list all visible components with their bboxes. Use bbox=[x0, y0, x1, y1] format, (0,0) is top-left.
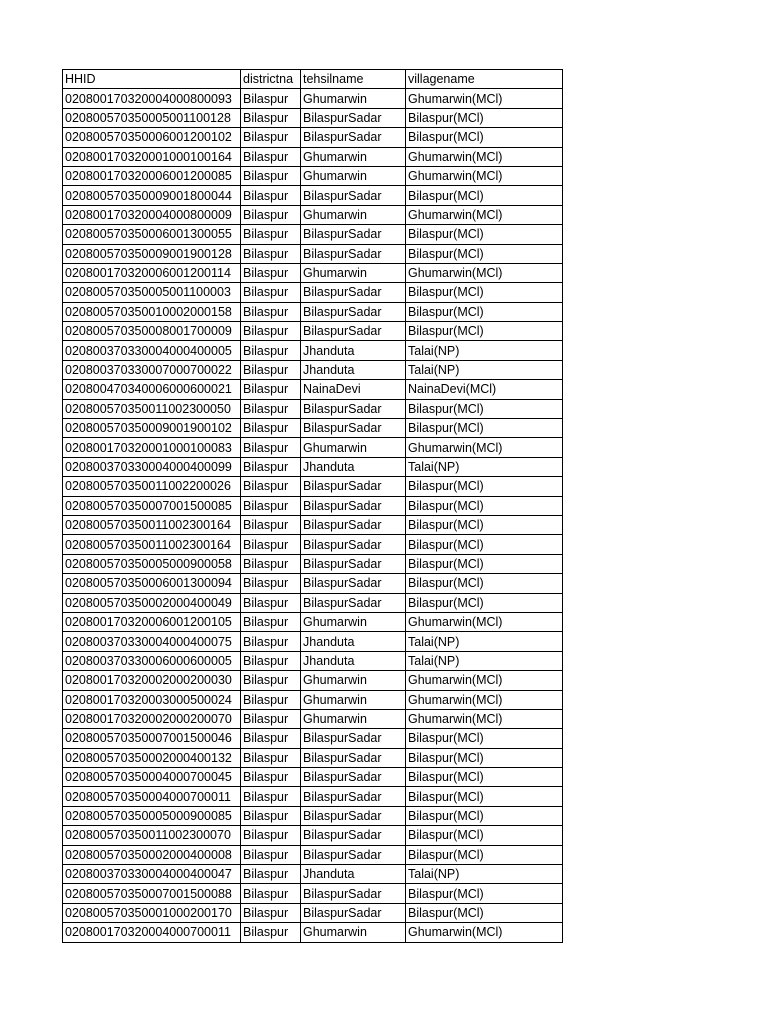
table-row bbox=[63, 166, 563, 185]
district-cell: Bilaspur bbox=[241, 515, 301, 534]
village-cell: Talai(NP) bbox=[406, 360, 563, 379]
village-cell: Bilaspur(MCl) bbox=[406, 186, 563, 205]
district-cell: Bilaspur bbox=[241, 128, 301, 147]
tehsil-cell: Ghumarwin bbox=[301, 166, 406, 185]
village-cell: Bilaspur(MCl) bbox=[406, 748, 563, 767]
village-cell: Bilaspur(MCl) bbox=[406, 903, 563, 922]
tehsil-cell: BilaspurSadar bbox=[301, 283, 406, 302]
table-row bbox=[63, 186, 563, 205]
village-cell: Bilaspur(MCl) bbox=[406, 845, 563, 864]
district-cell: Bilaspur bbox=[241, 632, 301, 651]
district-cell: Bilaspur bbox=[241, 322, 301, 341]
hhid-cell: 020800170320004000800093 bbox=[63, 89, 241, 108]
hhid-cell: 020800570350005001100003 bbox=[63, 283, 241, 302]
table-row bbox=[63, 593, 563, 612]
district-cell: Bilaspur bbox=[241, 593, 301, 612]
district-cell: Bilaspur bbox=[241, 108, 301, 127]
table-row bbox=[63, 438, 563, 457]
hhid-cell: 020800170320004000800009 bbox=[63, 205, 241, 224]
tehsil-cell: BilaspurSadar bbox=[301, 826, 406, 845]
table-row bbox=[63, 709, 563, 728]
hhid-cell: 020800570350011002300164 bbox=[63, 515, 241, 534]
tehsil-cell: BilaspurSadar bbox=[301, 535, 406, 554]
village-cell: Bilaspur(MCl) bbox=[406, 768, 563, 787]
district-cell: Bilaspur bbox=[241, 709, 301, 728]
district-cell: Bilaspur bbox=[241, 438, 301, 457]
district-cell: Bilaspur bbox=[241, 419, 301, 438]
table-row bbox=[63, 380, 563, 399]
village-cell: Ghumarwin(MCl) bbox=[406, 709, 563, 728]
village-cell: Bilaspur(MCl) bbox=[406, 884, 563, 903]
tehsil-cell: BilaspurSadar bbox=[301, 302, 406, 321]
tehsil-cell: Jhanduta bbox=[301, 360, 406, 379]
village-cell: Talai(NP) bbox=[406, 632, 563, 651]
village-cell: Ghumarwin(MCl) bbox=[406, 612, 563, 631]
tehsil-cell: Jhanduta bbox=[301, 341, 406, 360]
tehsil-cell: BilaspurSadar bbox=[301, 186, 406, 205]
district-cell: Bilaspur bbox=[241, 263, 301, 282]
table-row bbox=[63, 768, 563, 787]
table-row bbox=[63, 651, 563, 670]
table-row bbox=[63, 884, 563, 903]
village-cell: Bilaspur(MCl) bbox=[406, 515, 563, 534]
hhid-cell: 020800570350005000900058 bbox=[63, 554, 241, 573]
hhid-cell: 020800170320006001200085 bbox=[63, 166, 241, 185]
table-row bbox=[63, 632, 563, 651]
table-row bbox=[63, 205, 563, 224]
table-row bbox=[63, 826, 563, 845]
table-row bbox=[63, 806, 563, 825]
tehsil-cell: Jhanduta bbox=[301, 632, 406, 651]
tehsil-cell: BilaspurSadar bbox=[301, 903, 406, 922]
village-cell: Bilaspur(MCl) bbox=[406, 225, 563, 244]
village-cell: Bilaspur(MCl) bbox=[406, 128, 563, 147]
tehsil-cell: BilaspurSadar bbox=[301, 787, 406, 806]
hhid-cell: 020800370330004000400047 bbox=[63, 865, 241, 884]
header-row bbox=[63, 70, 563, 89]
table-row bbox=[63, 89, 563, 108]
tehsil-cell: BilaspurSadar bbox=[301, 806, 406, 825]
village-cell: Bilaspur(MCl) bbox=[406, 419, 563, 438]
table-row bbox=[63, 341, 563, 360]
table-row bbox=[63, 302, 563, 321]
table-row bbox=[63, 574, 563, 593]
district-cell: Bilaspur bbox=[241, 89, 301, 108]
household-table bbox=[62, 69, 563, 943]
tehsil-cell: BilaspurSadar bbox=[301, 419, 406, 438]
table-row bbox=[63, 225, 563, 244]
tehsil-cell: Jhanduta bbox=[301, 651, 406, 670]
district-cell: Bilaspur bbox=[241, 845, 301, 864]
household-table-body bbox=[63, 70, 563, 943]
district-cell: Bilaspur bbox=[241, 341, 301, 360]
hhid-cell: 020800570350009001900128 bbox=[63, 244, 241, 263]
tehsil-cell: BilaspurSadar bbox=[301, 225, 406, 244]
village-cell: Talai(NP) bbox=[406, 457, 563, 476]
hhid-cell: 020800170320002000200030 bbox=[63, 671, 241, 690]
village-cell: Bilaspur(MCl) bbox=[406, 826, 563, 845]
village-cell: Ghumarwin(MCl) bbox=[406, 89, 563, 108]
tehsil-cell: Ghumarwin bbox=[301, 205, 406, 224]
district-cell: Bilaspur bbox=[241, 612, 301, 631]
hhid-cell: 020800570350007001500046 bbox=[63, 729, 241, 748]
hhid-cell: 020800170320004000700011 bbox=[63, 923, 241, 942]
district-cell: Bilaspur bbox=[241, 186, 301, 205]
village-cell: Talai(NP) bbox=[406, 865, 563, 884]
district-cell: Bilaspur bbox=[241, 884, 301, 903]
table-row bbox=[63, 496, 563, 515]
tehsil-cell: BilaspurSadar bbox=[301, 244, 406, 263]
village-cell: Talai(NP) bbox=[406, 341, 563, 360]
hhid-cell: 020800570350004000700045 bbox=[63, 768, 241, 787]
district-cell: Bilaspur bbox=[241, 225, 301, 244]
tehsil-cell: BilaspurSadar bbox=[301, 593, 406, 612]
tehsil-cell: Ghumarwin bbox=[301, 263, 406, 282]
village-cell: Bilaspur(MCl) bbox=[406, 806, 563, 825]
table-row bbox=[63, 360, 563, 379]
tehsil-cell: Ghumarwin bbox=[301, 709, 406, 728]
tehsil-cell: BilaspurSadar bbox=[301, 515, 406, 534]
hhid-cell: 020800370330004000400099 bbox=[63, 457, 241, 476]
tehsil-cell: BilaspurSadar bbox=[301, 748, 406, 767]
table-row bbox=[63, 535, 563, 554]
table-row bbox=[63, 457, 563, 476]
district-cell: Bilaspur bbox=[241, 865, 301, 884]
hhid-cell: 020800570350001000200170 bbox=[63, 903, 241, 922]
table-row bbox=[63, 748, 563, 767]
table-row bbox=[63, 612, 563, 631]
district-cell: Bilaspur bbox=[241, 903, 301, 922]
header-cell-districtna: districtna bbox=[241, 70, 301, 89]
table-row bbox=[63, 671, 563, 690]
village-cell: Bilaspur(MCl) bbox=[406, 554, 563, 573]
district-cell: Bilaspur bbox=[241, 147, 301, 166]
hhid-cell: 020800570350006001200102 bbox=[63, 128, 241, 147]
tehsil-cell: NainaDevi bbox=[301, 380, 406, 399]
tehsil-cell: Jhanduta bbox=[301, 457, 406, 476]
hhid-cell: 020800570350002000400008 bbox=[63, 845, 241, 864]
table-row bbox=[63, 283, 563, 302]
village-cell: Bilaspur(MCl) bbox=[406, 787, 563, 806]
hhid-cell: 020800370330004000400075 bbox=[63, 632, 241, 651]
table-row bbox=[63, 108, 563, 127]
tehsil-cell: Ghumarwin bbox=[301, 89, 406, 108]
district-cell: Bilaspur bbox=[241, 826, 301, 845]
tehsil-cell: Ghumarwin bbox=[301, 147, 406, 166]
hhid-cell: 020800570350008001700009 bbox=[63, 322, 241, 341]
district-cell: Bilaspur bbox=[241, 554, 301, 573]
hhid-cell: 020800570350006001300055 bbox=[63, 225, 241, 244]
table-row bbox=[63, 729, 563, 748]
village-cell: Ghumarwin(MCl) bbox=[406, 166, 563, 185]
table-row bbox=[63, 903, 563, 922]
village-cell: Bilaspur(MCl) bbox=[406, 283, 563, 302]
table-row bbox=[63, 845, 563, 864]
tehsil-cell: Ghumarwin bbox=[301, 438, 406, 457]
village-cell: Bilaspur(MCl) bbox=[406, 322, 563, 341]
village-cell: Bilaspur(MCl) bbox=[406, 574, 563, 593]
district-cell: Bilaspur bbox=[241, 496, 301, 515]
tehsil-cell: BilaspurSadar bbox=[301, 128, 406, 147]
hhid-cell: 020800570350004000700011 bbox=[63, 787, 241, 806]
village-cell: Talai(NP) bbox=[406, 651, 563, 670]
tehsil-cell: BilaspurSadar bbox=[301, 554, 406, 573]
tehsil-cell: Ghumarwin bbox=[301, 690, 406, 709]
village-cell: Bilaspur(MCl) bbox=[406, 244, 563, 263]
table-row bbox=[63, 147, 563, 166]
header-cell-villagename: villagename bbox=[406, 70, 563, 89]
village-cell: Bilaspur(MCl) bbox=[406, 496, 563, 515]
hhid-cell: 020800570350009001800044 bbox=[63, 186, 241, 205]
tehsil-cell: BilaspurSadar bbox=[301, 845, 406, 864]
hhid-cell: 020800570350011002200026 bbox=[63, 477, 241, 496]
tehsil-cell: Ghumarwin bbox=[301, 923, 406, 942]
table-row bbox=[63, 515, 563, 534]
district-cell: Bilaspur bbox=[241, 205, 301, 224]
village-cell: Bilaspur(MCl) bbox=[406, 477, 563, 496]
tehsil-cell: BilaspurSadar bbox=[301, 768, 406, 787]
hhid-cell: 020800370330004000400005 bbox=[63, 341, 241, 360]
district-cell: Bilaspur bbox=[241, 166, 301, 185]
village-cell: Ghumarwin(MCl) bbox=[406, 205, 563, 224]
hhid-cell: 020800570350005000900085 bbox=[63, 806, 241, 825]
header-cell-hhid: HHID bbox=[63, 70, 241, 89]
table-row bbox=[63, 419, 563, 438]
district-cell: Bilaspur bbox=[241, 806, 301, 825]
village-cell: Bilaspur(MCl) bbox=[406, 302, 563, 321]
hhid-cell: 020800570350011002300050 bbox=[63, 399, 241, 418]
tehsil-cell: Ghumarwin bbox=[301, 612, 406, 631]
district-cell: Bilaspur bbox=[241, 283, 301, 302]
district-cell: Bilaspur bbox=[241, 477, 301, 496]
header-cell-tehsilname: tehsilname bbox=[301, 70, 406, 89]
table-row bbox=[63, 128, 563, 147]
table-row bbox=[63, 322, 563, 341]
tehsil-cell: BilaspurSadar bbox=[301, 108, 406, 127]
village-cell: Bilaspur(MCl) bbox=[406, 108, 563, 127]
hhid-cell: 020800570350006001300094 bbox=[63, 574, 241, 593]
hhid-cell: 020800170320006001200105 bbox=[63, 612, 241, 631]
hhid-cell: 020800370330007000700022 bbox=[63, 360, 241, 379]
table-row bbox=[63, 263, 563, 282]
village-cell: Ghumarwin(MCl) bbox=[406, 263, 563, 282]
village-cell: Ghumarwin(MCl) bbox=[406, 690, 563, 709]
hhid-cell: 020800570350007001500085 bbox=[63, 496, 241, 515]
hhid-cell: 020800570350007001500088 bbox=[63, 884, 241, 903]
hhid-cell: 020800570350010002000158 bbox=[63, 302, 241, 321]
village-cell: NainaDevi(MCl) bbox=[406, 380, 563, 399]
hhid-cell: 020800170320003000500024 bbox=[63, 690, 241, 709]
tehsil-cell: BilaspurSadar bbox=[301, 477, 406, 496]
district-cell: Bilaspur bbox=[241, 671, 301, 690]
hhid-cell: 020800170320002000200070 bbox=[63, 709, 241, 728]
tehsil-cell: Jhanduta bbox=[301, 865, 406, 884]
hhid-cell: 020800170320006001200114 bbox=[63, 263, 241, 282]
village-cell: Bilaspur(MCl) bbox=[406, 593, 563, 612]
village-cell: Ghumarwin(MCl) bbox=[406, 147, 563, 166]
hhid-cell: 020800570350011002300070 bbox=[63, 826, 241, 845]
tehsil-cell: Ghumarwin bbox=[301, 671, 406, 690]
hhid-cell: 020800170320001000100083 bbox=[63, 438, 241, 457]
hhid-cell: 020800470340006000600021 bbox=[63, 380, 241, 399]
table-row bbox=[63, 554, 563, 573]
district-cell: Bilaspur bbox=[241, 302, 301, 321]
table-row bbox=[63, 690, 563, 709]
table-row bbox=[63, 399, 563, 418]
district-cell: Bilaspur bbox=[241, 729, 301, 748]
district-cell: Bilaspur bbox=[241, 244, 301, 263]
village-cell: Bilaspur(MCl) bbox=[406, 535, 563, 554]
village-cell: Bilaspur(MCl) bbox=[406, 729, 563, 748]
district-cell: Bilaspur bbox=[241, 690, 301, 709]
village-cell: Ghumarwin(MCl) bbox=[406, 671, 563, 690]
tehsil-cell: BilaspurSadar bbox=[301, 399, 406, 418]
table-row bbox=[63, 787, 563, 806]
hhid-cell: 020800570350009001900102 bbox=[63, 419, 241, 438]
tehsil-cell: BilaspurSadar bbox=[301, 574, 406, 593]
table-row bbox=[63, 923, 563, 942]
district-cell: Bilaspur bbox=[241, 787, 301, 806]
district-cell: Bilaspur bbox=[241, 768, 301, 787]
district-cell: Bilaspur bbox=[241, 399, 301, 418]
tehsil-cell: BilaspurSadar bbox=[301, 729, 406, 748]
village-cell: Bilaspur(MCl) bbox=[406, 399, 563, 418]
district-cell: Bilaspur bbox=[241, 457, 301, 476]
tehsil-cell: BilaspurSadar bbox=[301, 884, 406, 903]
tehsil-cell: BilaspurSadar bbox=[301, 322, 406, 341]
district-cell: Bilaspur bbox=[241, 380, 301, 399]
hhid-cell: 020800570350011002300164 bbox=[63, 535, 241, 554]
district-cell: Bilaspur bbox=[241, 748, 301, 767]
district-cell: Bilaspur bbox=[241, 923, 301, 942]
district-cell: Bilaspur bbox=[241, 535, 301, 554]
hhid-cell: 020800570350005001100128 bbox=[63, 108, 241, 127]
village-cell: Ghumarwin(MCl) bbox=[406, 923, 563, 942]
tehsil-cell: BilaspurSadar bbox=[301, 496, 406, 515]
village-cell: Ghumarwin(MCl) bbox=[406, 438, 563, 457]
hhid-cell: 020800570350002000400132 bbox=[63, 748, 241, 767]
table-row bbox=[63, 477, 563, 496]
hhid-cell: 020800170320001000100164 bbox=[63, 147, 241, 166]
table-row bbox=[63, 865, 563, 884]
hhid-cell: 020800370330006000600005 bbox=[63, 651, 241, 670]
district-cell: Bilaspur bbox=[241, 651, 301, 670]
table-row bbox=[63, 244, 563, 263]
district-cell: Bilaspur bbox=[241, 360, 301, 379]
hhid-cell: 020800570350002000400049 bbox=[63, 593, 241, 612]
district-cell: Bilaspur bbox=[241, 574, 301, 593]
